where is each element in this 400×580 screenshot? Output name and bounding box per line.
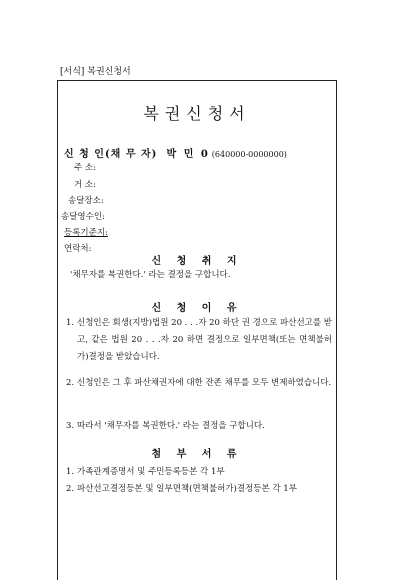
attachment-item-2: [66, 481, 332, 498]
reason-item-text: 따라서 '채무자를 복권한다.' 라는 결정을 구합니다.: [77, 421, 265, 431]
section-heading-attachments: 첨 부 서 류: [151, 449, 243, 460]
document-frame: [57, 80, 337, 580]
applicant-name: 박 민 0: [166, 149, 210, 160]
section-heading-purpose: 신 청 취 지: [151, 256, 243, 267]
field-address: 주 소:: [74, 163, 96, 173]
reason-item-text: 신청인은 회생(지방)법원 20 . . .자 20 하단 권 경으로 파산선고를 받고, 같은 법원 20 . . .자 20 하면 결정으로 일부면책(또는 면책불허가)결정을 받았습니다.: [77, 318, 332, 362]
field-registration-base: 등록기준지:: [64, 228, 108, 238]
attachment-item-1: [66, 464, 332, 481]
field-delivery-place: 송달장소:: [68, 196, 104, 206]
attachment-item-text: 가족관계증명서 및 주민등록등본 각 1부: [77, 467, 225, 477]
reason-item-2: [66, 375, 332, 392]
applicant-line: [64, 145, 287, 160]
field-delivery-recipient: 송달영수인:: [61, 212, 105, 222]
document-title: 복권신청서: [143, 104, 251, 123]
form-type-tag: [서식] 복권신청서: [60, 67, 131, 77]
reason-item-3: [66, 418, 332, 435]
purpose-text: '채무자를 복권한다.' 라는 결정을 구합니다.: [70, 270, 231, 280]
reason-item-number: 2.: [66, 378, 75, 388]
reason-item-number: 1.: [66, 318, 75, 328]
attachment-item-number: 2.: [66, 484, 75, 494]
attachment-item-number: 1.: [66, 467, 75, 477]
attachment-item-text: 파산선고결정등본 및 일부면책(면책불허가)결정등본 각 1부: [77, 484, 297, 494]
reason-item-number: 3.: [66, 421, 75, 431]
reason-item-1: [66, 315, 332, 366]
field-contact: 연락처:: [64, 244, 92, 254]
applicant-id: (640000-0000000): [211, 150, 287, 159]
section-heading-reasons: 신 청 이 유: [151, 303, 243, 314]
applicant-label: 신 청 인(채 무 자): [64, 149, 158, 160]
reason-item-text: 신청인은 그 후 파산채권자에 대한 잔존 채무를 모두 변제하였습니다.: [77, 378, 332, 388]
field-residence: 거 소:: [74, 180, 96, 190]
